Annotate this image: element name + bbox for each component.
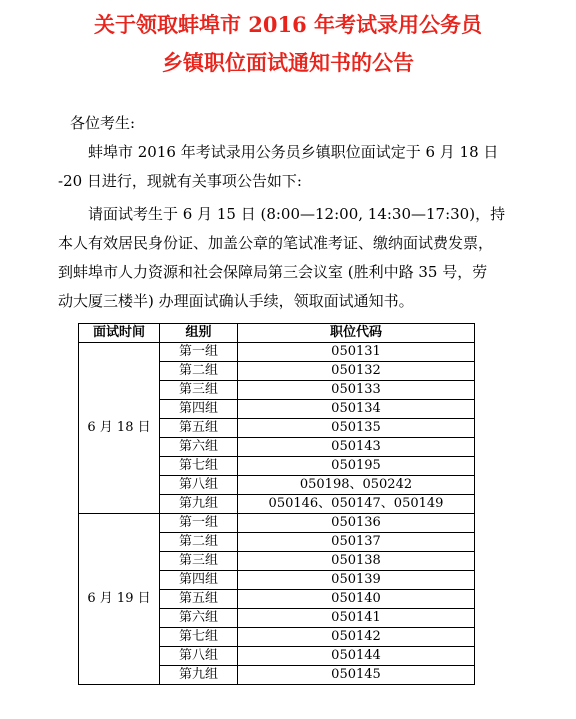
position-code-cell: 050142 — [238, 628, 475, 647]
header-position-code: 职位代码 — [238, 324, 475, 343]
group-cell: 第六组 — [160, 438, 238, 457]
position-code-cell: 050145 — [238, 666, 475, 685]
position-code-cell: 050143 — [238, 438, 475, 457]
paragraph-2 — [58, 200, 528, 316]
position-code-cell: 050195 — [238, 457, 475, 476]
group-cell: 第三组 — [160, 381, 238, 400]
table-row — [79, 343, 475, 362]
paragraph-1-line-1: 蚌埠市 2016 年考试录用公务员乡镇职位面试定于 6 月 18 日 — [88, 143, 499, 161]
table-body — [79, 343, 475, 685]
paragraph-2-line-4: 动大厦三楼半) 办理面试确认手续，领取面试通知书。 — [58, 292, 414, 310]
position-code-cell: 050134 — [238, 400, 475, 419]
paragraph-2-line-3: 到蚌埠市人力资源和社会保障局第三会议室 (胜利中路 35 号，劳 — [58, 263, 488, 281]
group-cell: 第五组 — [160, 419, 238, 438]
position-code-cell: 050141 — [238, 609, 475, 628]
group-cell: 第九组 — [160, 495, 238, 514]
group-cell: 第一组 — [160, 514, 238, 533]
paragraph-2-line-1: 请面试考生于 6 月 15 日 (8:00—12:00, 14:30—17:30)，持 — [88, 205, 506, 223]
position-code-cell: 050133 — [238, 381, 475, 400]
group-cell: 第八组 — [160, 476, 238, 495]
position-code-cell: 050136 — [238, 514, 475, 533]
title-line-2: 乡镇职位面试通知书的公告 — [162, 50, 414, 75]
paragraph-2-line-2: 本人有效居民身份证、加盖公章的笔试准考证、缴纳面试费发票， — [58, 234, 494, 252]
header-interview-time: 面试时间 — [79, 324, 160, 343]
group-cell: 第五组 — [160, 590, 238, 609]
table-header-row — [79, 324, 475, 343]
group-cell: 第一组 — [160, 343, 238, 362]
position-code-cell: 050139 — [238, 571, 475, 590]
group-cell: 第七组 — [160, 628, 238, 647]
group-cell: 第四组 — [160, 400, 238, 419]
greeting: 各位考生: — [70, 114, 136, 132]
position-code-cell: 050198、050242 — [238, 476, 475, 495]
interview-date-cell: 6 月 19 日 — [79, 514, 160, 685]
group-cell: 第二组 — [160, 362, 238, 381]
table-row — [79, 514, 475, 533]
group-cell: 第四组 — [160, 571, 238, 590]
paragraph-1 — [58, 138, 528, 196]
position-code-cell: 050146、050147、050149 — [238, 495, 475, 514]
position-code-cell: 050135 — [238, 419, 475, 438]
position-code-cell: 050138 — [238, 552, 475, 571]
group-cell: 第九组 — [160, 666, 238, 685]
group-cell: 第三组 — [160, 552, 238, 571]
group-cell: 第二组 — [160, 533, 238, 552]
position-code-cell: 050137 — [238, 533, 475, 552]
group-cell: 第六组 — [160, 609, 238, 628]
group-cell: 第七组 — [160, 457, 238, 476]
paragraph-1-line-2: -20 日进行，现就有关事项公告如下: — [58, 172, 302, 190]
position-code-cell: 050140 — [238, 590, 475, 609]
title-line-1: 关于领取蚌埠市 2016 年考试录用公务员 — [93, 12, 483, 37]
header-group: 组别 — [160, 324, 238, 343]
position-code-cell: 050131 — [238, 343, 475, 362]
position-code-cell: 050144 — [238, 647, 475, 666]
position-code-cell: 050132 — [238, 362, 475, 381]
interview-schedule-table — [78, 323, 475, 685]
group-cell: 第八组 — [160, 647, 238, 666]
interview-date-cell: 6 月 18 日 — [79, 343, 160, 514]
